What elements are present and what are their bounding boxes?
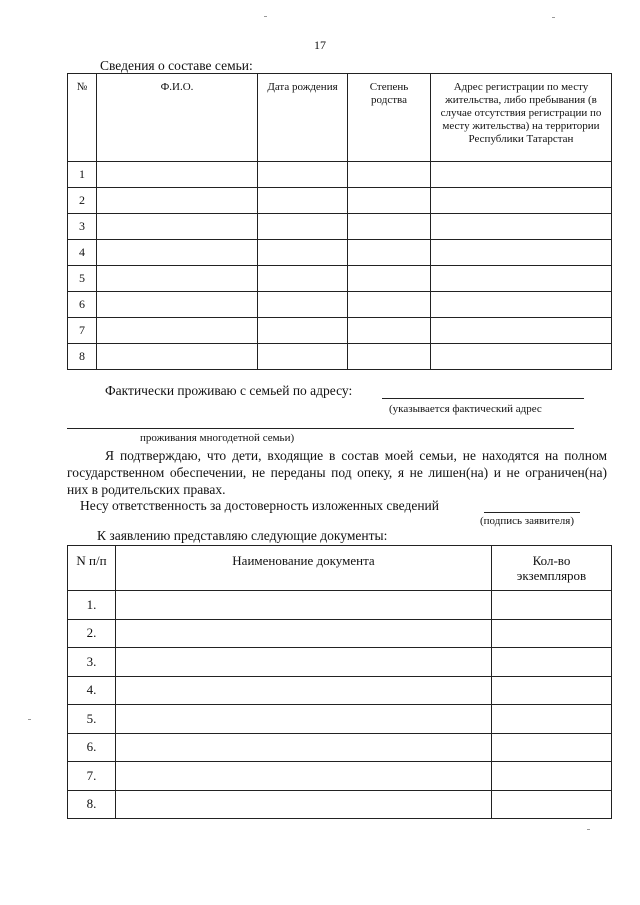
row-number: 6.	[68, 733, 116, 762]
address-hint-2: проживания многодетной семьи)	[140, 432, 295, 444]
birth-date-cell[interactable]	[258, 344, 348, 370]
doc-name-cell[interactable]	[116, 705, 492, 734]
full-name-cell[interactable]	[97, 318, 258, 344]
family-table-row	[68, 162, 612, 188]
doc-copies-cell[interactable]	[492, 648, 612, 677]
doc-copies-cell[interactable]	[492, 705, 612, 734]
address-cell[interactable]	[431, 292, 612, 318]
documents-table-row	[68, 762, 612, 791]
address-cell[interactable]	[431, 318, 612, 344]
relation-cell[interactable]	[348, 240, 431, 266]
birth-date-cell[interactable]	[258, 292, 348, 318]
address-hint-1: (указывается фактический адрес	[389, 403, 542, 415]
col-full-name: Ф.И.О.	[97, 74, 258, 162]
scan-speck	[587, 829, 590, 830]
birth-date-cell[interactable]	[258, 162, 348, 188]
family-table-row	[68, 266, 612, 292]
col-address: Адрес регистрации по месту жительства, либо пребывания (в случае отсутствия регистрации по месту жительства) на территории Республики Татарстан	[431, 74, 612, 162]
doc-copies-cell[interactable]	[492, 733, 612, 762]
scan-speck	[552, 17, 555, 18]
scan-speck	[264, 16, 267, 17]
doc-copies-cell[interactable]	[492, 619, 612, 648]
documents-table-row	[68, 705, 612, 734]
doc-name-cell[interactable]	[116, 676, 492, 705]
family-table-row	[68, 188, 612, 214]
documents-table-row	[68, 591, 612, 620]
signature-hint: (подпись заявителя)	[480, 515, 575, 527]
row-number: 3.	[68, 648, 116, 677]
confirmation-text: Я подтверждаю, что дети, входящие в состав моей семьи, не находятся на полном государственном обеспечении, не переданы под опеку, я не лишен(на) и не ограничен(на) них в родительских правах.	[67, 448, 607, 497]
row-number: 5	[68, 266, 97, 292]
row-number: 3	[68, 214, 97, 240]
scan-speck	[28, 719, 31, 720]
doc-name-cell[interactable]	[116, 619, 492, 648]
row-number: 4	[68, 240, 97, 266]
row-number: 5.	[68, 705, 116, 734]
signature-line[interactable]	[484, 512, 580, 513]
col-relation: Степень родства	[348, 74, 431, 162]
doc-name-cell[interactable]	[116, 733, 492, 762]
row-number: 4.	[68, 676, 116, 705]
responsibility-text: Несу ответственность за достоверность изложенных сведений	[80, 498, 439, 513]
doc-name-cell[interactable]	[116, 648, 492, 677]
full-name-cell[interactable]	[97, 344, 258, 370]
doc-name-cell[interactable]	[116, 591, 492, 620]
family-table-row	[68, 344, 612, 370]
col-doc-copies: Кол-во экземпляров	[492, 546, 612, 591]
address-cell[interactable]	[431, 266, 612, 292]
full-name-cell[interactable]	[97, 188, 258, 214]
documents-table-row	[68, 648, 612, 677]
address-cell[interactable]	[431, 344, 612, 370]
documents-table-row	[68, 733, 612, 762]
relation-cell[interactable]	[348, 292, 431, 318]
relation-cell[interactable]	[348, 162, 431, 188]
family-table-row	[68, 318, 612, 344]
row-number: 1	[68, 162, 97, 188]
full-name-cell[interactable]	[97, 162, 258, 188]
relation-cell[interactable]	[348, 266, 431, 292]
family-section-title: Сведения о составе семьи:	[100, 58, 253, 73]
row-number: 7.	[68, 762, 116, 791]
family-table-row	[68, 240, 612, 266]
row-number: 1.	[68, 591, 116, 620]
relation-cell[interactable]	[348, 318, 431, 344]
family-table-row	[68, 214, 612, 240]
birth-date-cell[interactable]	[258, 266, 348, 292]
col-doc-name: Наименование документа	[116, 546, 492, 591]
doc-copies-cell[interactable]	[492, 790, 612, 819]
documents-table-row	[68, 619, 612, 648]
row-number: 2	[68, 188, 97, 214]
col-doc-number: N п/п	[68, 546, 116, 591]
page-number: 17	[314, 38, 326, 52]
row-number: 8.	[68, 790, 116, 819]
address-line-2[interactable]	[67, 428, 574, 429]
row-number: 8	[68, 344, 97, 370]
address-cell[interactable]	[431, 188, 612, 214]
birth-date-cell[interactable]	[258, 214, 348, 240]
address-line[interactable]	[382, 398, 584, 399]
doc-name-cell[interactable]	[116, 790, 492, 819]
documents-table-row	[68, 790, 612, 819]
full-name-cell[interactable]	[97, 266, 258, 292]
full-name-cell[interactable]	[97, 292, 258, 318]
col-number: №	[68, 74, 97, 162]
relation-cell[interactable]	[348, 344, 431, 370]
documents-table	[67, 545, 612, 819]
address-label: Фактически проживаю с семьей по адресу:	[105, 383, 353, 398]
birth-date-cell[interactable]	[258, 318, 348, 344]
row-number: 6	[68, 292, 97, 318]
doc-copies-cell[interactable]	[492, 591, 612, 620]
address-cell[interactable]	[431, 240, 612, 266]
family-table	[67, 73, 612, 370]
relation-cell[interactable]	[348, 214, 431, 240]
family-table-row	[68, 292, 612, 318]
birth-date-cell[interactable]	[258, 188, 348, 214]
doc-name-cell[interactable]	[116, 762, 492, 791]
documents-table-header	[68, 546, 612, 591]
documents-table-row	[68, 676, 612, 705]
doc-copies-cell[interactable]	[492, 676, 612, 705]
row-number: 7	[68, 318, 97, 344]
col-birth-date: Дата рождения	[258, 74, 348, 162]
family-table-header	[68, 74, 612, 162]
full-name-cell[interactable]	[97, 240, 258, 266]
relation-cell[interactable]	[348, 188, 431, 214]
row-number: 2.	[68, 619, 116, 648]
address-cell[interactable]	[431, 214, 612, 240]
address-cell[interactable]	[431, 162, 612, 188]
full-name-cell[interactable]	[97, 214, 258, 240]
documents-section-title: К заявлению представляю следующие документы:	[97, 528, 388, 543]
birth-date-cell[interactable]	[258, 240, 348, 266]
doc-copies-cell[interactable]	[492, 762, 612, 791]
